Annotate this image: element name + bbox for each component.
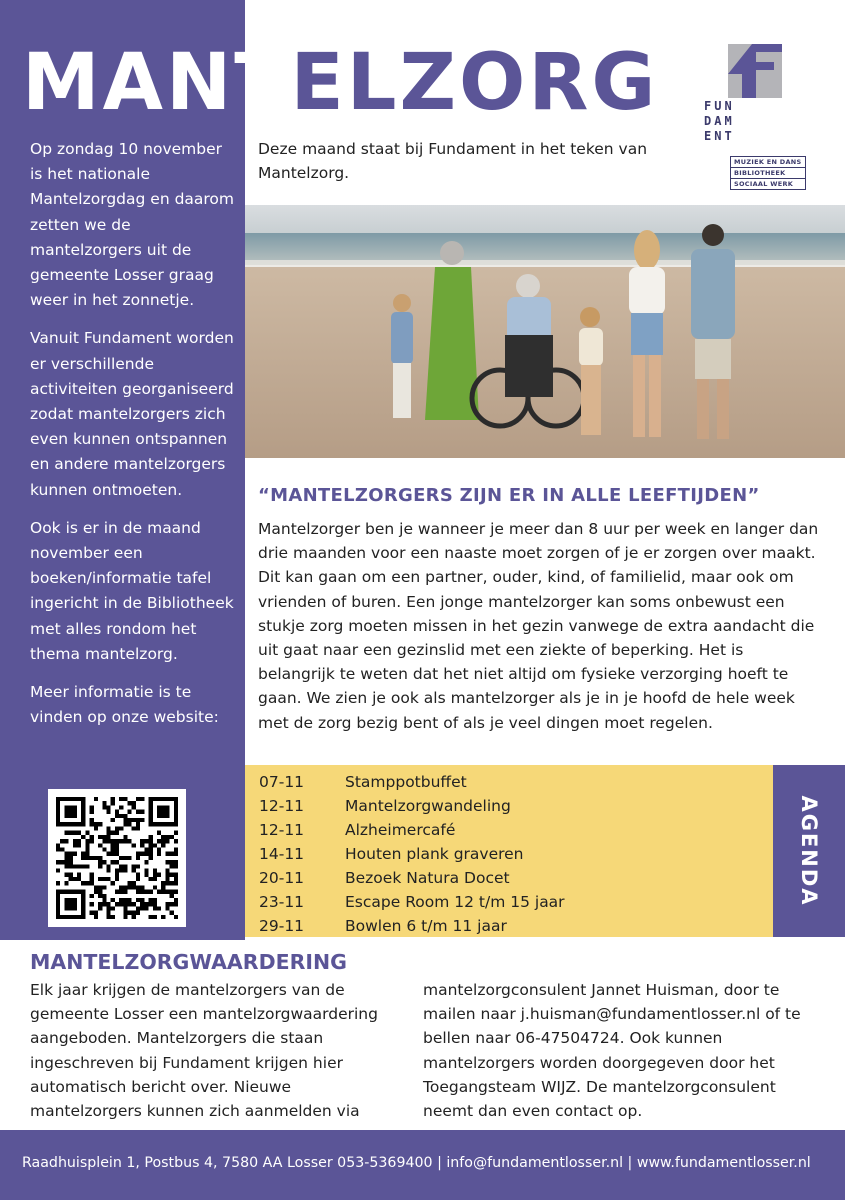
waardering-text-left: Elk jaar krijgen de mantelzorgers van de gemeente Losser een mantelzorgwaardering aangeboden. Mantelzorgers die staan ingeschreven bij Fundament krijgen hier automatisch bericht over. Nieuwe mantelzorgers kunnen zich aanmelden via [30, 981, 378, 1121]
title-part-white: MANT [22, 38, 291, 128]
sidebar-paragraph: Op zondag 10 november is het nationale Mantelzorgdag en daarom zetten we de mantelzorgers uit de gemeente Losser graag weer in het zonnetje. [30, 140, 235, 310]
logo-word-line: DAM [704, 114, 735, 128]
waardering-title: MANTELZORGWAARDERING [30, 950, 347, 974]
qr-code[interactable] [48, 789, 186, 927]
agenda-item [259, 770, 467, 794]
agenda-date: 20-11 [259, 869, 305, 887]
footer [0, 1130, 845, 1200]
logo-tag: BIBLIOTHEEK [730, 167, 806, 179]
logo-word-line: FUN [704, 99, 735, 113]
agenda-date: 23-11 [259, 893, 305, 911]
qr-code-icon [56, 797, 178, 919]
sidebar-text [30, 137, 235, 743]
footer-contact: Raadhuisplein 1, Postbus 4, 7580 AA Losser 053-5369400 | info@fundamentlosser.nl | www.fundamentlosser.nl [22, 1155, 811, 1171]
agenda-item [259, 842, 524, 866]
agenda-item [259, 890, 565, 914]
title-part-purple: ELZORG [290, 38, 659, 128]
agenda-item [259, 914, 507, 938]
agenda-event: Bezoek Natura Docet [345, 869, 510, 887]
quote-heading: “MANTELZORGERS ZIJN ER IN ALLE LEEFTIJDEN” [258, 485, 760, 506]
agenda-item [259, 866, 510, 890]
agenda-event: Bowlen 6 t/m 11 jaar [345, 917, 507, 935]
logo-tags [730, 156, 806, 189]
agenda-event: Stamppotbuffet [345, 773, 467, 791]
family-beach-photo [245, 205, 845, 458]
page-title [22, 38, 658, 128]
agenda-event: Escape Room 12 t/m 15 jaar [345, 893, 565, 911]
logo-wordmark [704, 99, 735, 144]
waardering-text-right: mantelzorgconsulent Jannet Huisman, door te mailen naar j.huisman@fundamentlosser.nl of te bellen naar 06-47504724. Ook kunnen mantelzorgers worden doorgegeven door het Toegangsteam WIJZ. De mantelzorgconsulent neemt dan even contact op. [423, 981, 801, 1121]
agenda-item [259, 818, 455, 842]
sidebar-paragraph: Vanuit Fundament worden er verschillende activiteiten georganiseerd zodat mantelzorgers zich even kunnen ontspannen en andere mantelzorgers kunnen ontmoeten. [30, 329, 234, 499]
fundament-logo [700, 44, 805, 194]
agenda-date: 29-11 [259, 917, 305, 935]
intro-text: Deze maand staat bij Fundament in het teken van Mantelzorg. [258, 140, 648, 182]
logo-tag: MUZIEK EN DANS [730, 156, 806, 168]
agenda-label: AGENDA [797, 795, 821, 907]
body-text: Mantelzorger ben je wanneer je meer dan 8 uur per week en langer dan drie maanden voor een naaste moet zorgen of je er zorgen over maakt. Dit kan gaan om een partner, ouder, kind, of familielid, maar ook om vrienden of buren. Een jonge mantelzorger kan soms onbewust een stukje zorg moeten missen in het gezin vanwege de extra aandacht die uit gaat naar een gezinslid met een ziekte of beperking. Het is belangrijk te weten dat het niet altijd om fysieke verzorging hoeft te gaan. We zien je ook als mantelzorger als je in je hoofd de hele week met de zorg bezig bent of als je veel dingen moet regelen. [258, 520, 819, 732]
agenda-date: 12-11 [259, 797, 305, 815]
agenda-list [245, 765, 773, 937]
agenda-date: 14-11 [259, 845, 305, 863]
agenda-tab [773, 765, 845, 937]
agenda-event: Alzheimercafé [345, 821, 456, 839]
agenda-date: 07-11 [259, 773, 305, 791]
agenda-event: Houten plank graveren [345, 845, 524, 863]
agenda-item [259, 794, 511, 818]
agenda-date: 12-11 [259, 821, 305, 839]
agenda-event: Mantelzorgwandeling [345, 797, 511, 815]
logo-tag: SOCIAAL WERK [730, 178, 806, 190]
fundament-logo-icon [728, 44, 782, 98]
sidebar-paragraph: Meer informatie is te vinden op onze website: [30, 683, 219, 727]
sidebar-paragraph: Ook is er in de maand november een boeken/informatie tafel ingericht in de Bibliotheek met alles rondom het thema mantelzorg. [30, 518, 234, 663]
logo-word-line: ENT [704, 129, 735, 143]
